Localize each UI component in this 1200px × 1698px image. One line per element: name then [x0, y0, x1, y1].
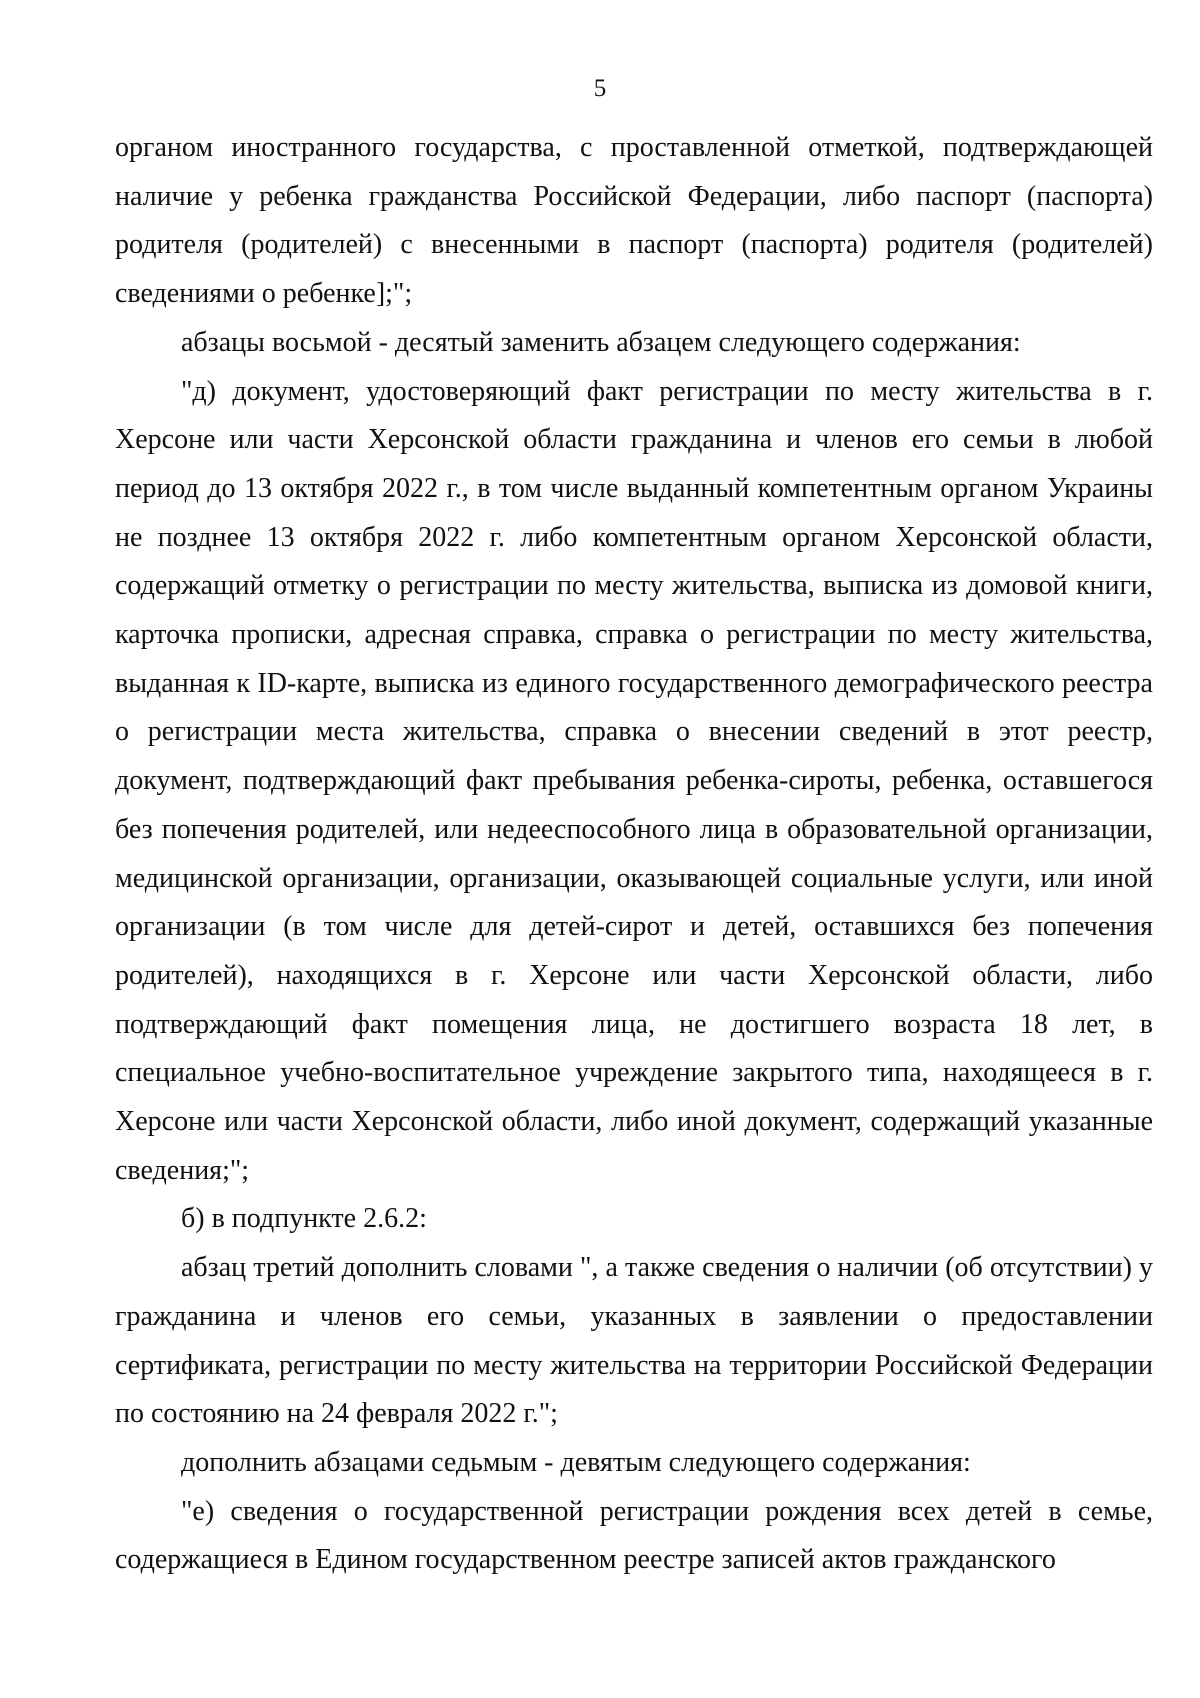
- document-body: [115, 124, 1153, 1585]
- paragraph-instruction-add: дополнить абзацами седьмым - девятым следующего содержания:: [181, 1446, 971, 1478]
- page-number: 5: [593, 75, 607, 102]
- paragraph-item-d: "д) документ, удостоверяющий факт регистрации по месту жительства в г. Херсоне или части Херсонской области гражданина и членов его семьи в любой период до 13 октября 2022 г., в том числе выданный компетентным органом Украины не позднее 13 октября 2022 г. либо компетентным органом Херсонской области, содержащий отметку о регистрации по месту жительства, выписка из домовой книги, карточка прописки, адресная справка, справка о регистрации по месту жительства, выданная к ID-карте, выписка из единого государственного демографического реестра о регистрации места жительства, справка о внесении сведений в этот реестр, документ, подтверждающий факт пребывания ребенка-сироты, ребенка, оставшегося без попечения родителей, или недееспособного лица в образовательной организации, медицинской организации, организации, оказывающей социальные услуги, или иной организации (в том числе для детей-сирот и детей, оставшихся без попечения родителей), находящихся в г. Херсоне или части Херсонской области, либо подтверждающий факт помещения лица, не достигшего возраста 18 лет, в специальное учебно-воспитательное учреждение закрытого типа, находящееся в г. Херсоне или части Херсонской области, либо иной документ, содержащий указанные сведения;";: [115, 375, 1153, 1186]
- paragraph-item-e: "е) сведения о государственной регистрации рождения всех детей в семье, содержащиеся в Едином государственном реестре записей актов гражданского: [115, 1495, 1153, 1576]
- paragraph-instruction-replace: абзацы восьмой - десятый заменить абзацем следующего содержания:: [181, 326, 1021, 358]
- paragraph-subitem-b: б) в подпункте 2.6.2:: [181, 1203, 427, 1235]
- paragraph-instruction-supplement: абзац третий дополнить словами ", а также сведения о наличии (об отсутствии) у гражданина и членов его семьи, указанных в заявлении о предоставлении сертификата, регистрации по месту жительства на территории Российской Федерации по состоянию на 24 февраля 2022 г.";: [115, 1252, 1153, 1430]
- paragraph-continuation: органом иностранного государства, с проставленной отметкой, подтверждающей наличие у ребенка гражданства Российской Федерации, либо паспорт (паспорта) родителя (родителей) с внесенными в паспорт (паспорта) родителя (родителей) сведениями о ребенке];";: [115, 132, 1153, 310]
